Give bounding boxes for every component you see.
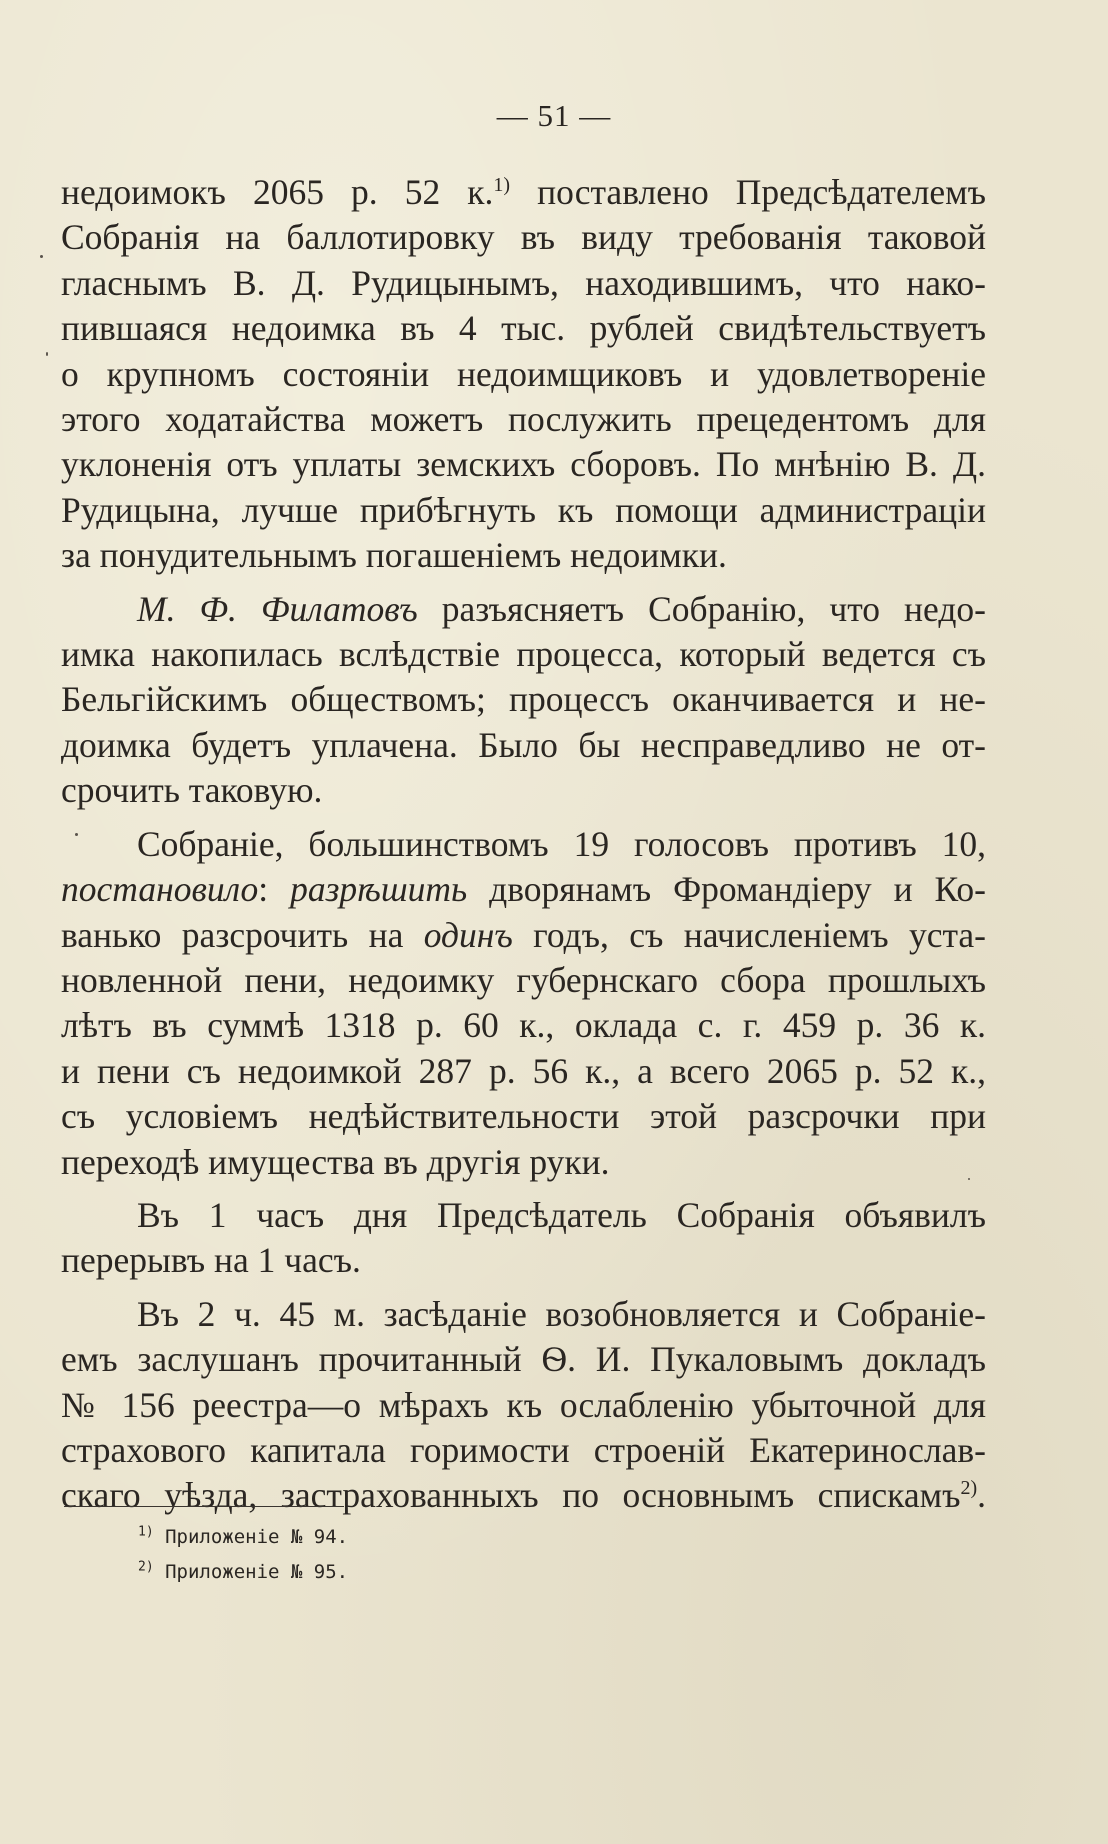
text-run: недоимокъ 2065 р. 52 к. [61, 172, 494, 212]
text-run: дворянамъ Фромандіеру и Ко- [467, 869, 986, 910]
text-run: разъясняетъ Собранію, что недо- [417, 588, 986, 629]
text-run: ванько разсрочить на [61, 914, 424, 955]
text-line: Собранія на баллотировку въ виду требованія таковой [61, 217, 986, 258]
text-line: переходѣ имущества въ другія руки. [61, 1141, 610, 1182]
text-line: этого ходатайства можетъ послужить прецедентомъ для [61, 399, 986, 440]
paragraph-4 [61, 1193, 986, 1284]
text-run-italic: постановило [61, 869, 259, 910]
text-run: поставлено Предсѣдателемъ [510, 172, 986, 212]
paragraph-1 [61, 170, 986, 579]
footnote-text: Приложеніе № 94. [153, 1526, 349, 1548]
scan-speck [46, 352, 48, 356]
text-line [61, 867, 986, 912]
scan-speck [75, 833, 78, 836]
text-run: годъ, съ начисленіемъ уста- [512, 914, 986, 955]
text-run: . [977, 1475, 986, 1516]
paragraph-2 [61, 587, 986, 814]
footnote-mark: 2) [138, 1559, 154, 1575]
footnote-divider [64, 1506, 344, 1507]
paragraph-3 [61, 822, 986, 1185]
text-line: Собраніе, большинствомъ 19 голосовъ противъ 10, [137, 823, 986, 864]
text-line: доимка будетъ уплачена. Было бы несправедливо не от- [61, 724, 986, 765]
text-line: лѣтъ въ суммѣ 1318 р. 60 к., оклада с. г. 459 р. 36 к. [61, 1005, 986, 1046]
text-line: страхового капитала горимости строеній Екатеринослав- [61, 1429, 986, 1470]
scan-speck [968, 1178, 970, 1180]
paragraph-5 [61, 1292, 986, 1519]
text-line: новленной пени, недоимку губернскаго сбора прошлыхъ [61, 959, 986, 1000]
text-line: № 156 реестра—о мѣрахъ къ ослабленію убыточной для [61, 1384, 986, 1425]
footnote-ref-2: 2) [960, 1477, 978, 1500]
text-line [61, 1473, 986, 1518]
text-line: емъ заслушанъ прочитанный Ѳ. И. Пукаловымъ докладъ [61, 1339, 986, 1380]
page-number: — 51 — [496, 98, 612, 133]
text-line: Въ 2 ч. 45 м. засѣданіе возобновляется и Собраніе- [137, 1293, 986, 1334]
scan-speck [40, 255, 43, 258]
text-run: : [258, 869, 291, 910]
speaker-name: М. Ф. Филатовъ [137, 588, 418, 629]
footnote-1 [138, 1520, 348, 1555]
text-line: пившаяся недоимка въ 4 тыс. рублей свидѣтельствуетъ [61, 308, 986, 349]
text-line: срочить таковую. [61, 770, 323, 811]
text-line [61, 170, 986, 215]
text-line: Рудицына, лучше прибѣгнуть къ помощи администраціи [61, 489, 986, 530]
footnotes [138, 1520, 348, 1590]
text-line: гласнымъ В. Д. Рудицынымъ, находившимъ, что нако- [61, 262, 986, 303]
text-line [61, 913, 986, 958]
text-line: Въ 1 часъ дня Предсѣдатель Собранія объявилъ [137, 1194, 986, 1235]
body-text [61, 170, 986, 1519]
footnote-mark: 1) [138, 1524, 154, 1540]
text-line: съ условіемъ недѣйствительности этой разсрочки при [61, 1096, 986, 1137]
text-line: имка накопилась вслѣдствіе процесса, который ведется съ [61, 634, 986, 675]
footnote-text: Приложеніе № 95. [153, 1561, 349, 1583]
text-line: уклоненія отъ уплаты земскихъ сборовъ. По мнѣнію В. Д. [61, 444, 986, 485]
text-line: Бельгійскимъ обществомъ; процессъ оканчивается и не- [61, 679, 986, 720]
text-line: о крупномъ состояніи недоимщиковъ и удовлетвореніе [61, 353, 986, 394]
text-run: скаго уѣзда, застрахованныхъ по основнымъ спискамъ [61, 1475, 961, 1516]
footnote-2 [138, 1555, 348, 1590]
footnote-ref-1: 1) [493, 174, 511, 197]
text-line: и пени съ недоимкой 287 р. 56 к., а всего 2065 р. 52 к., [61, 1050, 986, 1091]
text-line [61, 587, 986, 632]
text-line: перерывъ на 1 часъ. [61, 1240, 361, 1281]
text-line: за понудительнымъ погашеніемъ недоимки. [61, 535, 727, 576]
text-run-italic: разрѣшить [290, 869, 468, 910]
text-run-italic: одинъ [423, 914, 513, 955]
